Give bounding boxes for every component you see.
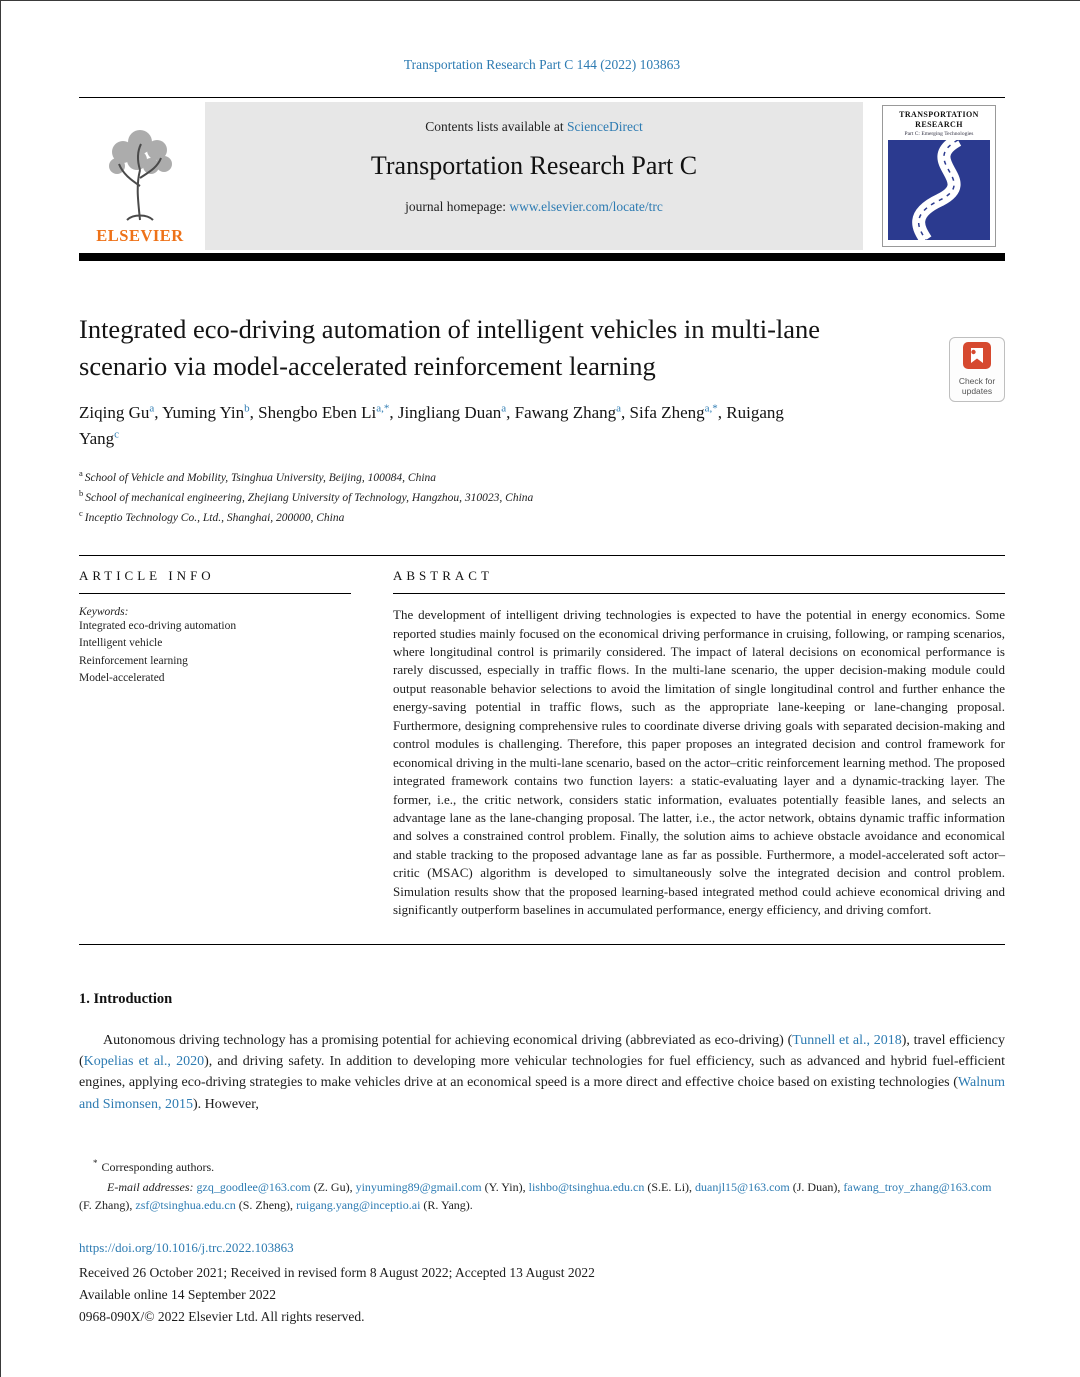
- author-name: Ruigang Yang: [79, 403, 784, 449]
- contents-line: [205, 119, 863, 135]
- journal-homepage-link[interactable]: www.elsevier.com/locate/trc: [509, 199, 663, 214]
- email-addresses-line: [79, 1178, 1005, 1214]
- intro-text: ), and driving safety. In addition to developing more vehicular technologies for fuel efficiency, such as advanced and hybrid fuel-efficient engines, applying eco-driving strategies to make vehicles drive at an economical speed is a more direct and effective choice based on existing technologies (: [79, 1054, 1005, 1091]
- introduction-paragraph: [79, 1030, 1005, 1115]
- article-info-column: [79, 556, 351, 920]
- article-info-heading: ARTICLE INFO: [79, 556, 351, 594]
- citation-link-walnum[interactable]: Walnum and Simonsen, 2015: [79, 1075, 1005, 1112]
- elsevier-logo-block: [79, 102, 201, 250]
- updates-label-line2: updates: [961, 385, 993, 396]
- author-sup: c: [114, 428, 120, 441]
- elsevier-tree-icon: [93, 128, 187, 224]
- author: [258, 403, 398, 422]
- affiliation-list: [79, 467, 1005, 527]
- corresponding-marker: *: [93, 1157, 98, 1168]
- email-label: E-mail addresses:: [107, 1179, 194, 1194]
- cover-title-line1: TRANSPORTATION: [899, 110, 979, 119]
- article-title: Integrated eco-driving automation of intelligent vehicles in multi-lane scenario via model-accelerated reinforcement learning: [79, 314, 821, 381]
- email-suffix: (Y. Yin),: [481, 1179, 529, 1194]
- author: [515, 403, 630, 422]
- section-heading-introduction: 1. Introduction: [79, 990, 173, 1007]
- affiliation: [79, 467, 1005, 487]
- email-suffix: (F. Zhang),: [79, 1197, 136, 1212]
- author-sep: ,: [154, 403, 163, 423]
- author-name: Sifa Zheng: [629, 403, 705, 423]
- author-sup: a: [616, 402, 622, 415]
- copyright-line: 0968-090X/© 2022 Elsevier Ltd. All rights reserved.: [79, 1309, 365, 1325]
- author-name: Yuming Yin: [162, 403, 245, 423]
- abstract-text: The development of intelligent driving technologies is expected to have the potential in energy economics. Some reported studies mainly focused on the economical driving performance in cruising, following, or ramping scenarios, where longitudinal control is primarily considered. The impact of lateral decisions on economical performance is rarely discussed, especially in traffic flows. In the multi-lane scenario, the upper decision-making module could output reasonable behavior selections to avoid the limitation of single longitudinal control and further enhance the energy-saving potential in traffic flows, such as the appropriate lane-keeping or lane-changing proposal. Furthermore, designing comprehensive rules to coordinate diverse driving goals with separated decision-making and control modules is challenging. Therefore, this paper proposes an integrated decision and control framework for economical driving in the multi-lane scenario, based on the actor–critic reinforcement learning method. The proposed integrated framework contains two function layers: a static-evaluating layer and a dynamic-tracking layer. The former, i.e., the critic network, considers static information, evaluates potentially feasible lanes, and selects an advantage lane as the lane-changing proposal. The latter, i.e., the actor network, obtains dynamic traffic information and solves a constrained control problem. Finally, the solution aims to achieve obstacle avoidance and economical and stable tracking to the proposed advantage lane as far as possible. Furthermore, a model-accelerated soft actor–critic (MSAC) algorithm is developed to simultaneously solve the integrated decision and control problem. Simulation results show that the proposed learning-based integrated method could achieve economical driving and significantly outperform baselines in accumulated performance, energy efficiency, and driving comfort.: [393, 607, 1005, 918]
- updates-label-line1: Check for: [958, 376, 996, 386]
- banner-center: [205, 102, 863, 250]
- citation-link-kopelias[interactable]: Kopelias et al., 2020: [83, 1054, 205, 1070]
- corresponding-authors-note: [79, 1157, 1005, 1176]
- author-name: Jingliang Duan: [397, 403, 502, 423]
- journal-cover: [882, 105, 996, 247]
- received-dates: Received 26 October 2021; Received in revised form 8 August 2022; Accepted 13 August 2022: [79, 1264, 595, 1280]
- author-name: Fawang Zhang: [514, 403, 617, 423]
- affiliation-sup: c: [79, 507, 83, 518]
- email-link[interactable]: ruigang.yang@inceptio.ai: [296, 1197, 421, 1212]
- homepage-prefix: journal homepage:: [405, 199, 510, 214]
- author-sup: a: [501, 402, 507, 415]
- author-sep: ,: [717, 403, 727, 423]
- abstract-bottom-rule: [79, 944, 1005, 945]
- affiliation-text: School of Vehicle and Mobility, Tsinghua University, Beijing, 100084, China: [84, 471, 437, 484]
- cover-subtitle: Part C: Emerging Technologies: [904, 131, 974, 137]
- check-for-updates-badge[interactable]: [949, 337, 1005, 402]
- citation-link-tunnell[interactable]: Tunnell et al., 2018: [792, 1032, 902, 1048]
- email-link[interactable]: fawang_troy_zhang@163.com: [843, 1179, 992, 1194]
- intro-text: ). However,: [192, 1096, 259, 1112]
- author-sup: a: [149, 402, 155, 415]
- affiliation-text: Inceptio Technology Co., Ltd., Shanghai, 200000, China: [84, 511, 345, 524]
- cover-title-line2: RESEARCH: [915, 120, 963, 129]
- email-link[interactable]: yinyuming89@gmail.com: [355, 1179, 482, 1194]
- author: [79, 403, 162, 422]
- email-link[interactable]: lishbo@tsinghua.edu.cn: [528, 1179, 645, 1194]
- author-sup: a,*: [376, 402, 390, 415]
- banner-divider-bar: [79, 253, 1005, 261]
- sciencedirect-link[interactable]: ScienceDirect: [567, 119, 643, 134]
- journal-cover-block: [873, 102, 1005, 250]
- intro-text: ), travel efficiency (: [79, 1032, 1005, 1070]
- elsevier-wordmark: ELSEVIER: [96, 226, 184, 245]
- keyword: Integrated eco-driving automation: [79, 620, 237, 633]
- email-suffix: (S.E. Li),: [644, 1179, 696, 1194]
- journal-banner: [79, 97, 1005, 261]
- keyword: Intelligent vehicle: [79, 637, 163, 650]
- keyword: Reinforcement learning: [79, 654, 188, 667]
- affiliation-sup: a: [79, 467, 83, 478]
- author-sep: ,: [249, 403, 259, 423]
- author: [398, 403, 515, 422]
- journal-title: Transportation Research Part C: [370, 151, 698, 180]
- doi-link[interactable]: https://doi.org/10.1016/j.trc.2022.103863: [79, 1239, 294, 1255]
- author: [630, 403, 727, 422]
- affiliation-text: School of mechanical engineering, Zhejiang University of Technology, Hangzhou, 310023, China: [85, 491, 534, 504]
- email-suffix: (S. Zheng),: [235, 1197, 297, 1212]
- info-abstract-block: [79, 555, 1005, 945]
- keyword: Model-accelerated: [79, 671, 165, 684]
- keywords-label: Keywords:: [79, 606, 129, 619]
- corresponding-text: Corresponding authors.: [101, 1159, 215, 1174]
- intro-text: Autonomous driving technology has a promising potential for achieving economical driving (abbreviated as eco-driving) (: [103, 1032, 793, 1048]
- cover-road-image: [888, 140, 990, 240]
- author-name: Shengbo Eben Li: [258, 403, 377, 423]
- footnotes: [79, 1157, 1005, 1214]
- email-suffix: (J. Duan),: [789, 1179, 844, 1194]
- publication-history: [79, 1262, 1005, 1329]
- abstract-heading: ABSTRACT: [393, 556, 1005, 594]
- author-sep: ,: [506, 403, 515, 423]
- email-suffix: (Z. Gu),: [310, 1179, 356, 1194]
- author-list: [79, 400, 814, 453]
- author-sup: a,*: [704, 402, 718, 415]
- email-link[interactable]: zsf@tsinghua.edu.cn: [135, 1197, 236, 1212]
- affiliation: [79, 487, 1005, 507]
- author-sep: ,: [621, 403, 630, 423]
- email-suffix: (R. Yang).: [420, 1197, 473, 1212]
- crossmark-icon: [962, 342, 992, 370]
- abstract-column: [393, 556, 1005, 920]
- available-online: Available online 14 September 2022: [79, 1287, 276, 1303]
- author-sup: b: [244, 402, 250, 415]
- doi-line: [79, 1240, 1005, 1256]
- author-name: Ziqing Gu: [79, 403, 150, 423]
- contents-prefix: Contents lists available at: [425, 119, 567, 134]
- homepage-line: [205, 199, 863, 215]
- author: [162, 403, 258, 422]
- email-link[interactable]: gzq_goodlee@163.com: [196, 1179, 311, 1194]
- affiliation-sup: b: [79, 487, 84, 498]
- email-link[interactable]: duanjl15@163.com: [695, 1179, 790, 1194]
- journal-citation: Transportation Research Part C 144 (2022) 103863: [403, 57, 681, 72]
- affiliation: [79, 507, 1005, 527]
- author-sep: ,: [389, 403, 398, 423]
- article-head: [79, 311, 1005, 527]
